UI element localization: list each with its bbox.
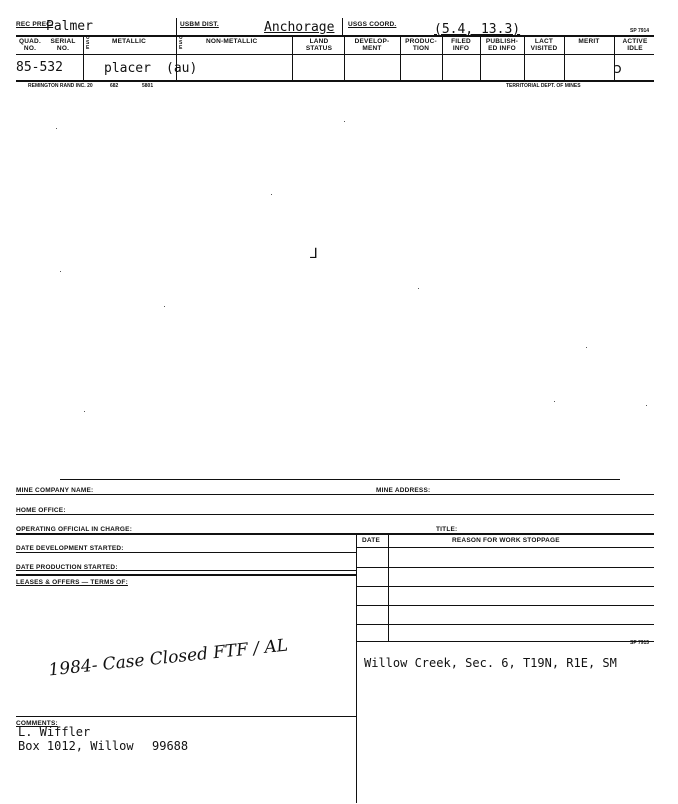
operating-official-label: OPERATING OFFICIAL IN CHARGE: <box>16 526 133 533</box>
rule <box>16 80 654 82</box>
comments-label: COMMENTS: <box>16 720 58 727</box>
divider <box>344 35 345 80</box>
rule <box>16 514 654 515</box>
active-mark: ɔ <box>614 61 622 77</box>
reason-column-header: REASON FOR WORK STOPPAGE <box>452 537 560 544</box>
home-office-label: HOME OFFICE: <box>16 507 66 514</box>
quad-no-header: QUAD. NO. <box>19 38 41 52</box>
merit-header: MERIT <box>578 38 600 45</box>
rule <box>16 552 356 553</box>
speck <box>164 306 165 307</box>
form-number: SP 7914 <box>630 28 650 34</box>
mine-address-label: MINE ADDRESS: <box>376 487 431 494</box>
rec-prec-value: Palmer <box>46 19 93 34</box>
header-card <box>16 18 654 80</box>
rule <box>16 574 356 576</box>
date-column-header: DATE <box>362 537 381 544</box>
lower-card <box>16 476 654 804</box>
active-idle-header: ACTIVE IDLE <box>622 38 648 52</box>
rule <box>356 567 654 568</box>
development-header: DEVELOP- MENT <box>354 38 390 52</box>
speck <box>84 411 85 412</box>
department-imprint: TERRITORIAL DEPT. OF MINES <box>506 83 581 89</box>
divider <box>480 35 481 80</box>
rule <box>60 479 620 480</box>
rule <box>356 586 654 587</box>
filed-info-header: FILED INFO <box>451 38 471 52</box>
use-nonmetallic-code: U S E <box>179 35 183 51</box>
rule <box>356 624 654 625</box>
divider <box>442 35 443 80</box>
usgs-coord-label: USGS COORD. <box>348 21 397 28</box>
serial-no-header: SERIAL NO. <box>50 38 76 52</box>
rule <box>16 716 356 717</box>
divider <box>524 35 525 80</box>
divider <box>342 18 343 35</box>
stray-mark: ⅃ <box>310 246 318 262</box>
usbm-dist-value: Anchorage <box>264 20 335 35</box>
comment-line-2: Box 1012, Willow <box>18 739 134 753</box>
usgs-coord-value: (5.4, 13.3) <box>434 22 521 37</box>
printer-code-1: 682 <box>110 83 119 89</box>
quad-serial-value: 85-532 <box>16 60 63 75</box>
divider <box>356 533 357 803</box>
divider <box>176 18 177 35</box>
speck <box>60 271 61 272</box>
speck <box>56 128 57 129</box>
use-metallic-code: U S E <box>86 35 90 51</box>
rule <box>16 533 654 535</box>
usbm-dist-label: USBM DIST. <box>180 21 219 28</box>
mine-company-name-label: MINE COMPANY NAME: <box>16 487 94 494</box>
production-header: PRODUC- TION <box>405 38 437 52</box>
rule <box>356 547 654 548</box>
rule <box>356 641 654 642</box>
date-production-label: DATE PRODUCTION STARTED: <box>16 564 118 571</box>
divider <box>400 35 401 80</box>
comment-line-1: L. Wiffler <box>18 725 91 739</box>
speck <box>344 121 345 122</box>
last-visited-header: LACT VISITED <box>530 38 558 52</box>
land-status-header: LAND STATUS <box>305 38 333 52</box>
printer-code-2: 5801 <box>142 83 154 89</box>
handwritten-note: 1984- Case Closed FTF / AL <box>47 635 289 681</box>
date-development-label: DATE DEVELOPMENT STARTED: <box>16 545 124 552</box>
non-metallic-header: NON-METALLIC <box>206 38 258 45</box>
title-label: TITLE: <box>436 526 458 533</box>
form-number-lower: SP 7915 <box>630 640 650 646</box>
published-info-header: PUBLISH- ED INFO <box>485 38 519 52</box>
speck <box>586 347 587 348</box>
rec-prec-label: REC PREC. <box>16 21 54 28</box>
comment-zip: 99688 <box>152 739 189 753</box>
speck <box>271 194 272 195</box>
divider <box>292 35 293 80</box>
speck <box>554 401 555 402</box>
metallic-header: METALLIC <box>112 38 146 45</box>
rule <box>16 35 654 37</box>
rule <box>16 54 654 55</box>
rule <box>356 605 654 606</box>
divider <box>564 35 565 80</box>
printer-imprint: REMINGTON RAND INC. 20 <box>28 83 93 89</box>
speck <box>418 288 419 289</box>
leases-label: LEASES & OFFERS — TERMS OF: <box>16 579 128 586</box>
divider <box>83 35 84 80</box>
metallic-code-value: (au) <box>166 61 198 76</box>
speck <box>646 405 647 406</box>
location-text: Willow Creek, Sec. 6, T19N, R1E, SM <box>364 656 617 670</box>
rule <box>16 494 654 495</box>
metallic-value: placer <box>104 61 151 76</box>
